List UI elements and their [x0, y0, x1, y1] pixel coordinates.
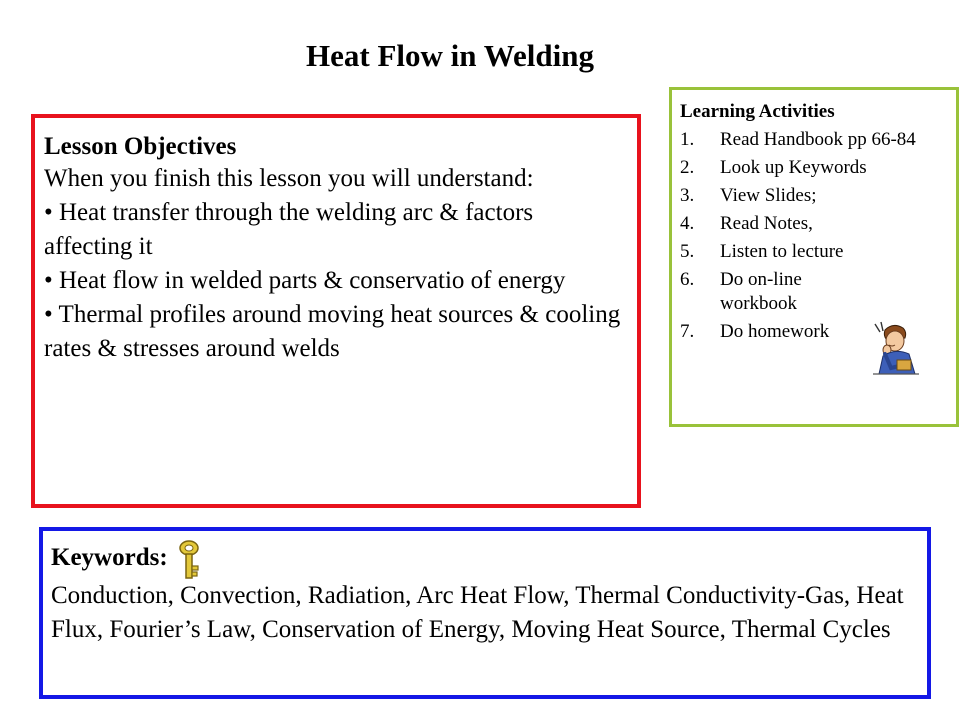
activity-number: 4. — [680, 213, 695, 234]
learning-activities-box — [669, 87, 959, 427]
activity-number: 1. — [680, 129, 695, 150]
activity-item — [680, 184, 950, 208]
keywords-heading-row — [51, 541, 917, 579]
keywords-heading: Keywords: — [51, 544, 168, 571]
activity-label: View Slides; — [720, 185, 817, 206]
activity-label: Do on-line workbook — [720, 269, 802, 314]
activity-item — [680, 212, 950, 236]
activity-label: Listen to lecture — [720, 241, 844, 262]
activity-number: 5. — [680, 241, 695, 262]
lesson-objectives-box — [31, 114, 641, 508]
activity-item — [680, 128, 950, 152]
objective-item: • Heat transfer through the welding arc & factors affecting it — [44, 199, 534, 260]
keywords-box — [39, 527, 931, 699]
keywords-list: Conduction, Convection, Radiation, Arc Heat Flow, Thermal Conductivity-Gas, Heat Flux, Fourier’s Law, Conservation of Energy, Moving Heat Source, Thermal Cycles — [51, 582, 904, 643]
student-thinking-icon — [871, 320, 921, 376]
activity-number: 6. — [680, 269, 695, 290]
activity-number: 7. — [680, 321, 695, 342]
activities-list — [680, 128, 950, 344]
activity-number: 2. — [680, 157, 695, 178]
activity-label: Read Notes, — [720, 213, 813, 234]
activities-heading: Learning Activities — [680, 101, 835, 122]
activity-number: 3. — [680, 185, 695, 206]
activity-item — [680, 156, 950, 180]
activity-label: Do homework — [720, 321, 830, 342]
objectives-heading: Lesson Objectives — [44, 133, 237, 160]
page-title: Heat Flow in Welding — [306, 38, 594, 73]
objectives-intro: When you finish this lesson you will understand: — [44, 165, 534, 192]
activity-item — [680, 268, 950, 316]
activity-item — [680, 240, 950, 264]
objective-item: • Thermal profiles around moving heat sources & cooling rates & stresses around welds — [44, 301, 621, 362]
activity-label: Read Handbook pp 66-84 — [720, 129, 916, 150]
key-icon — [176, 539, 202, 581]
objective-item: • Heat flow in welded parts & conservatio of energy — [44, 267, 566, 294]
activity-label: Look up Keywords — [720, 157, 867, 178]
